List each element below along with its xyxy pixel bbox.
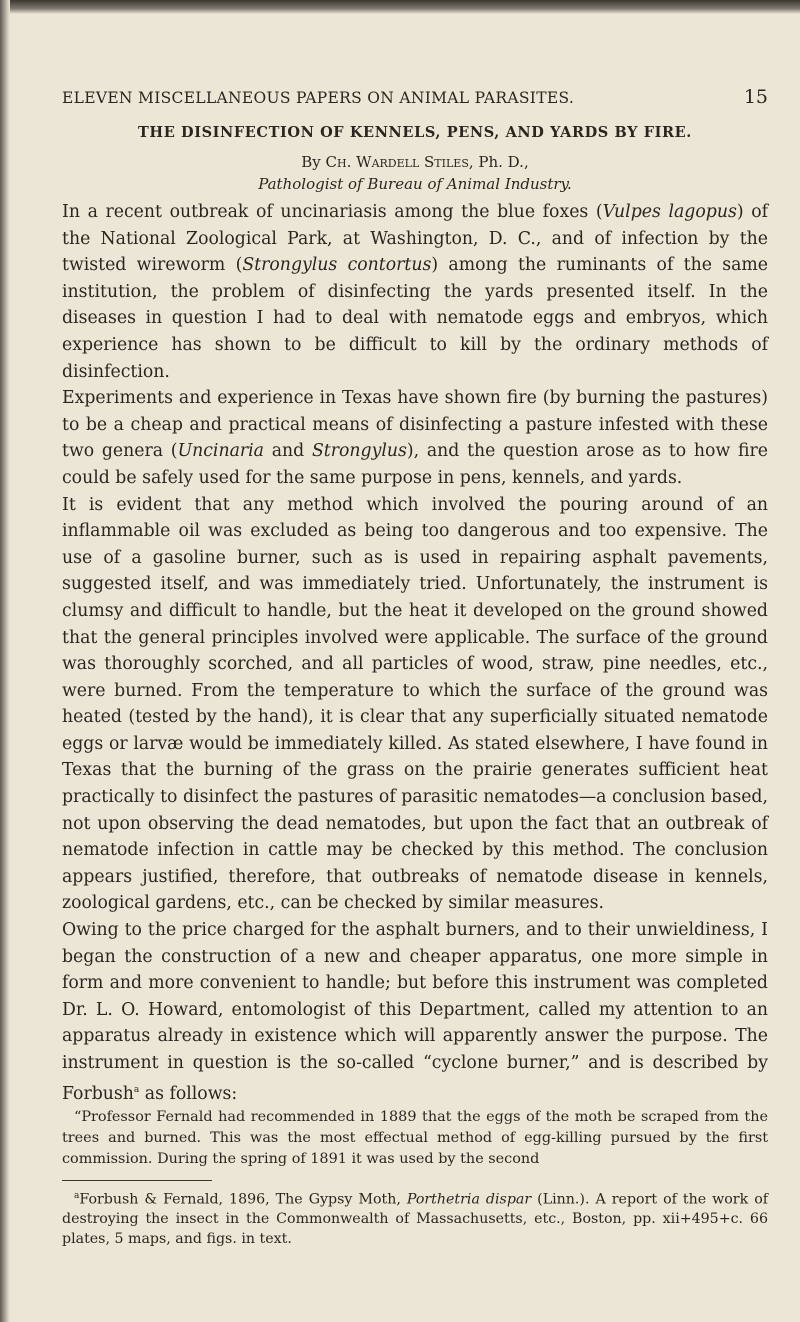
paragraph-3: It is evident that any method which involved the pouring around of an inflammable oil was excluded as being too dangerous and too expensive. The use of a gasoline burner, such as is used in repairing asphalt pavements, suggested itself, and was immediately tried. Unfortunately, the instrument is clumsy and difficult to handle, but the heat it developed on the ground showed that the general principles involved were applicable. The surface of the ground was thoroughly scorched, and all particles of wood, straw, pine needles, etc., were burned. From the temperature to which the surface of the ground was heated (tested by the hand), it is clear that any superficially situated nematode eggs or larvæ would be immediately killed. As stated elsewhere, I have found in Texas that the burning of the grass on the prairie generates sufficient heat practically to disinfect the pastures of parasitic nematodes—a conclusion based, not upon observing the dead nematodes, but upon the fact that an outbreak of nematode infection in cattle may be checked by this method. The conclusion appears justified, therefore, that outbreaks of nematode disease in kennels, zoological gardens, etc., can be checked by similar measures.: [62, 494, 768, 914]
p2-text-a: Experiments and experience in Texas have shown fire (by burning the pastures) to be a cheap and practical means of disinfecting a pasture infested with these two genera (: [62, 388, 768, 462]
p1-species: Vulpes lagopus: [602, 202, 737, 222]
running-head: [62, 86, 768, 108]
paragraph-1: [62, 199, 768, 385]
p2-text-c: and: [264, 441, 312, 462]
p1-text-e: ) among the ruminants of the same institution, the problem of disinfecting the yards presented itself. In the diseases in question I had to deal with nematode eggs and embryos, which experience has shown to be difficult to kill by the ordinary methods of disinfection.: [62, 255, 769, 382]
author-name: Ch. Wardell Stiles: [325, 153, 469, 171]
author-degree: , Ph. D.,: [468, 153, 529, 171]
page-scan-top-edge: [0, 0, 800, 14]
byline-prefix: By: [301, 153, 326, 171]
document-page: [62, 86, 768, 1249]
article-title: THE DISINFECTION OF KENNELS, PENS, AND YARDS BY FIRE.: [138, 124, 692, 141]
byline: [62, 151, 768, 173]
p2-text-e: ), and the question arose as to how fire could be safely used for the same purpose in pens, kennels, and yards.: [62, 441, 768, 488]
page-number: 15: [743, 86, 768, 108]
footnote: [62, 1187, 768, 1249]
footnote-rule: [62, 1180, 212, 1181]
footnote-text-a: Forbush & Fernald, 1896, The Gypsy Moth,: [79, 1191, 407, 1208]
p1-text-a: In a recent outbreak of uncinariasis among the blue foxes (: [62, 202, 603, 222]
running-head-title: ELEVEN MISCELLANEOUS PAPERS ON ANIMAL PARASITES.: [62, 89, 575, 107]
footnote-species: Porthetria dispar: [406, 1191, 532, 1208]
page-scan-left-edge: [0, 0, 10, 1322]
footnote-ref: a: [133, 1084, 140, 1095]
p4-text-b: as follows:: [139, 1083, 238, 1104]
p1-text-c: ) of the National Zoological Park, at Washington, D. C., and of infection by the twisted wireworm (: [62, 202, 769, 276]
p2-genus-2: Strongylus: [311, 441, 407, 462]
p1-species-2: Strongylus contortus: [242, 255, 432, 276]
paragraph-2: [62, 385, 768, 491]
footnote-text-c: (Linn.). A report of the work of destroying the insect in the Commonwealth of Massachusetts, etc., Boston, pp. xii+495+c. 66 plates, 5 maps, and figs. in text.: [62, 1191, 768, 1247]
footnote-marker: a: [74, 1190, 80, 1201]
block-quote: “Professor Fernald had recommended in 1889 that the eggs of the moth be scraped from the trees and burned. This was the most effectual method of egg-killing pursued by the first commission. During the spring of 1891 it was used by the second: [62, 1108, 768, 1167]
p2-genus-1: Uncinaria: [177, 441, 264, 462]
author-affiliation: Pathologist of Bureau of Animal Industry.: [258, 175, 572, 193]
p4-text-a: Owing to the price charged for the asphalt burners, and to their unwieldiness, I began the construction of a new and cheaper apparatus, one more simple in form and more convenient to handle; but before this instrument was completed Dr. L. O. Howard, entomologist of this Department, called my attention to an apparatus already in existence which will apparently answer the purpose. The instrument in question is the so-called “cyclone burner,” and is described by Forbush: [62, 920, 768, 1104]
paragraph-4: [62, 917, 768, 1107]
